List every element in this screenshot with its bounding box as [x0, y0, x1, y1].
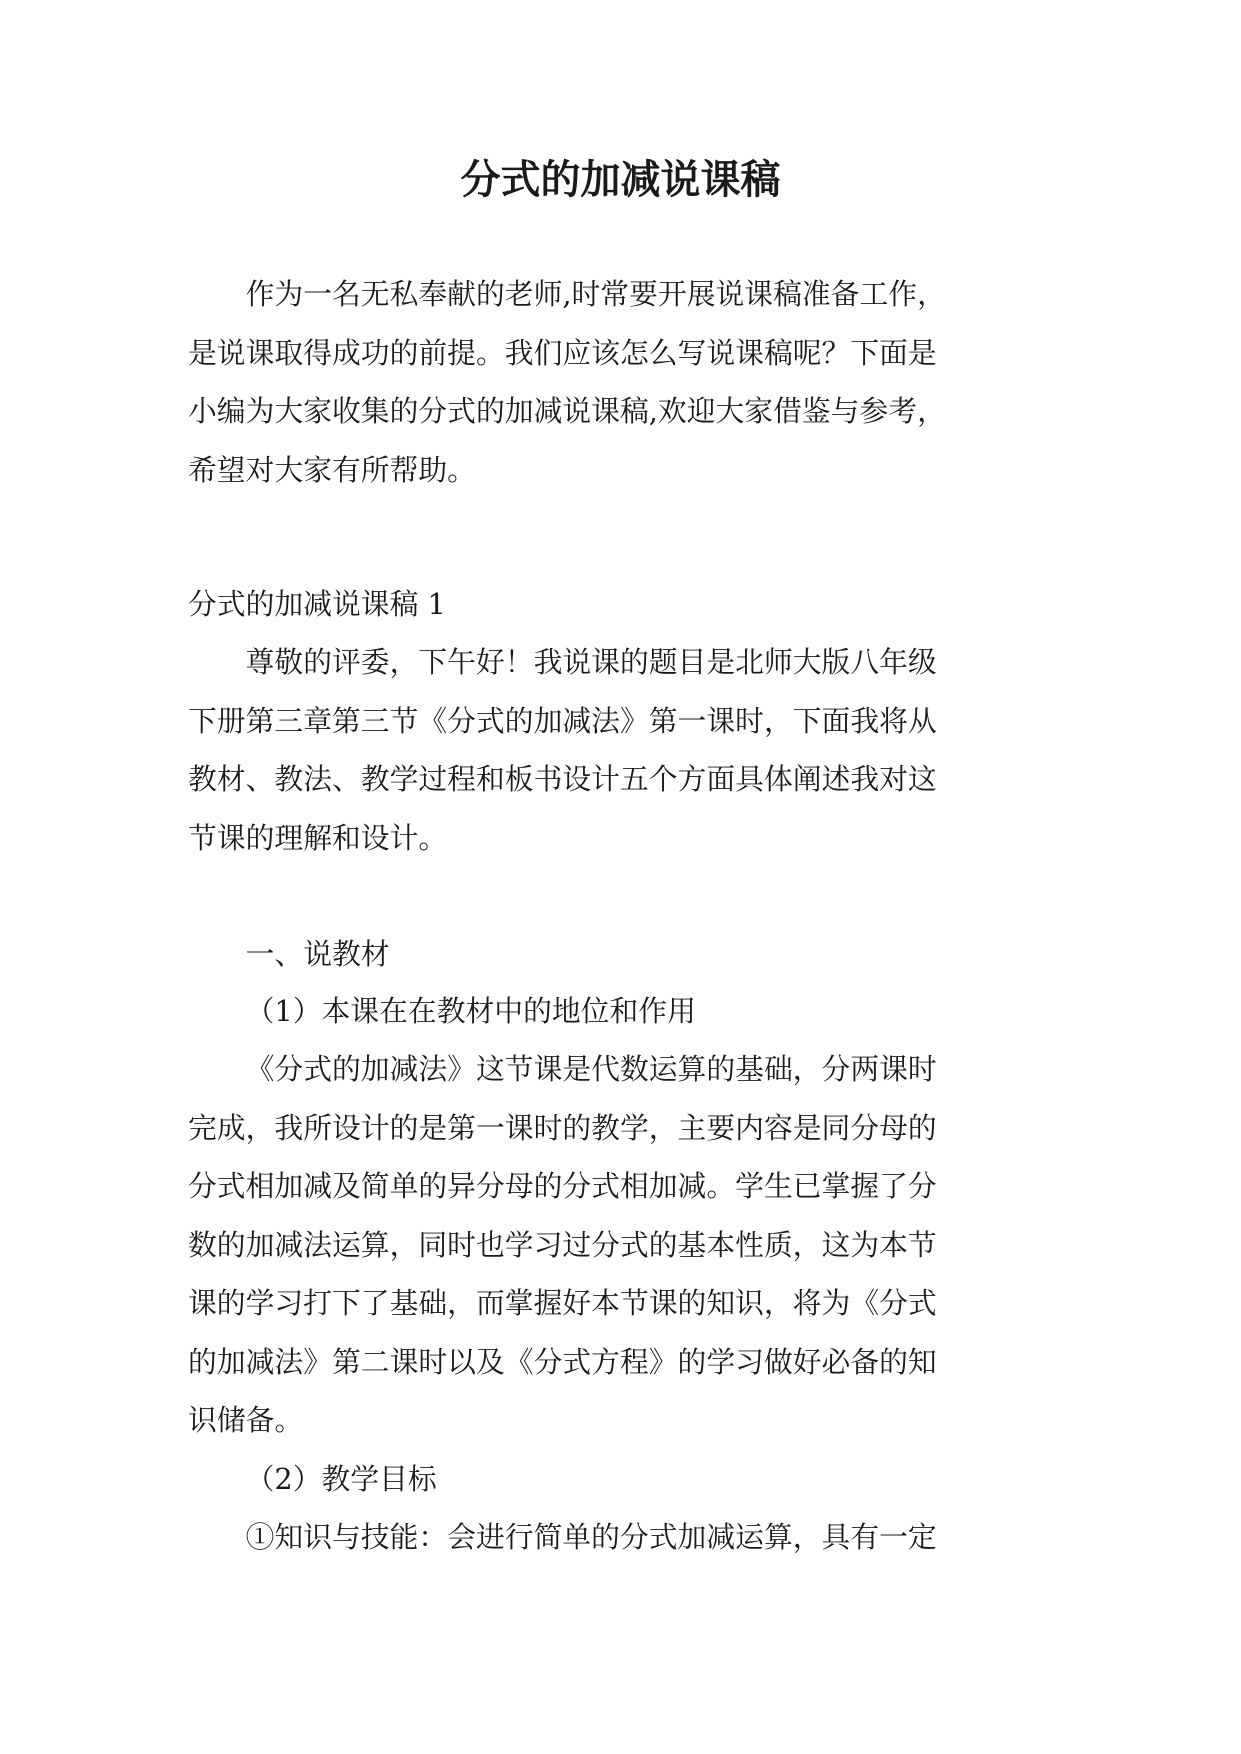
sub-one-line: 的加减法》第二课时以及《分式方程》的学习做好必备的知 [188, 1344, 937, 1379]
part-one-heading: 一、说教材 [245, 937, 390, 971]
greeting-line: 尊敬的评委，下午好！我说课的题目是北师大版八年级 [245, 645, 937, 679]
greeting-line: 下册第三章第三节《分式的加减法》第一课时，下面我将从 [188, 703, 937, 738]
greeting-line: 节课的理解和设计。 [188, 820, 448, 855]
document-title: 分式的加减说课稿 [460, 156, 781, 203]
sub-one-line: 数的加减法运算，同时也学习过分式的基本性质，这为本节 [188, 1227, 937, 1262]
sub-one-line: 《分式的加减法》这节课是代数运算的基础，分两课时 [245, 1052, 937, 1086]
section-heading: 分式的加减说课稿 1 [188, 587, 446, 621]
greeting-line: 教材、教法、教学过程和板书设计五个方面具体阐述我对这 [188, 762, 937, 796]
sub-two-heading: （2）教学目标 [245, 1462, 437, 1496]
sub-one-heading: （1）本课在在教材中的地位和作用 [245, 994, 696, 1028]
intro-line: 希望对大家有所帮助。 [188, 452, 476, 487]
sub-one-line: 完成，我所设计的是第一课时的教学，主要内容是同分母的 [188, 1110, 937, 1145]
sub-one-line: 识储备。 [188, 1403, 304, 1437]
objective-line: ①知识与技能：会进行简单的分式加减运算，具有一定 [245, 1520, 937, 1554]
intro-line: 小编为大家收集的分式的加减说课稿,欢迎大家借鉴与参考， [188, 394, 946, 428]
sub-one-line: 课的学习打下了基础，而掌握好本节课的知识，将为《分式 [188, 1286, 937, 1320]
intro-line: 作为一名无私奉献的老师,时常要开展说课稿准备工作， [245, 277, 946, 311]
greeting-paragraph [188, 633, 1052, 867]
intro-paragraph [188, 265, 1052, 499]
intro-line: 是说课取得成功的前提。我们应该怎么写说课稿呢？下面是 [188, 335, 937, 370]
sub-one-line: 分式相加减及简单的异分母的分式相加减。学生已掌握了分 [188, 1169, 937, 1203]
sub-one-paragraph [188, 1040, 1052, 1450]
